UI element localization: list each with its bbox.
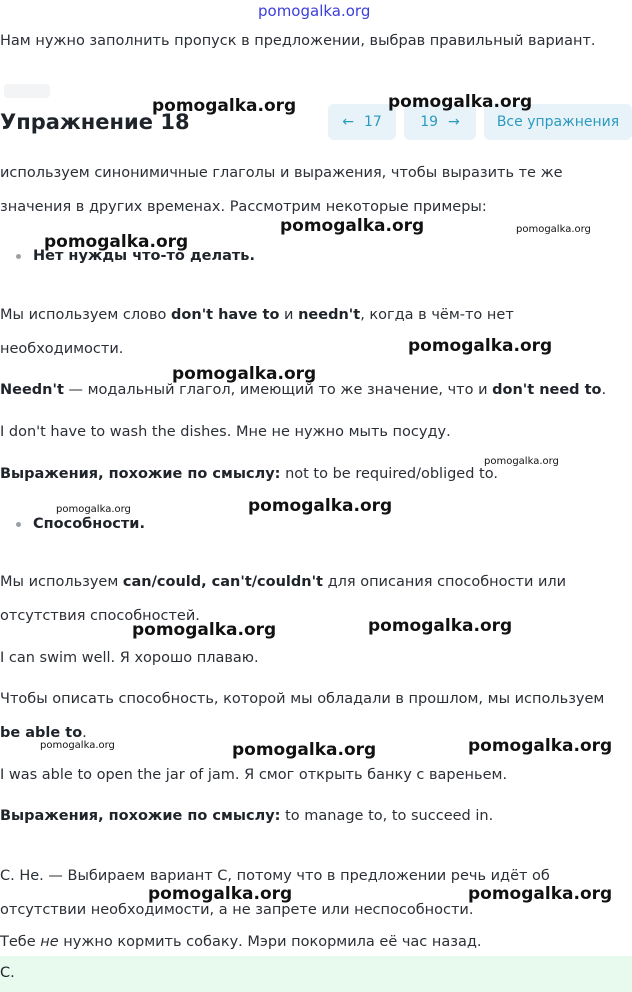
- arrow-right-icon: →: [448, 114, 460, 130]
- next-exercise-label: 19: [420, 114, 439, 130]
- watermark: pomogalka.org: [40, 740, 115, 751]
- all-exercises-label: Все упражнения: [496, 114, 620, 130]
- prev-exercise-button[interactable]: [328, 104, 396, 140]
- answer-text: C.: [0, 965, 15, 981]
- bullet-label: Способности.: [33, 516, 145, 532]
- watermark: pomogalka.org: [44, 232, 189, 252]
- text-line-11: Чтобы описать способность, которой мы обладали в прошлом, мы используем: [0, 691, 605, 707]
- watermark: pomogalka.org: [388, 92, 533, 112]
- text-line-8: Мы используем can/could, can't/couldn't для описания способности или: [0, 574, 567, 590]
- text-line-12: be able to.: [0, 725, 87, 741]
- watermark: pomogalka.org: [232, 740, 377, 760]
- top-watermark: pomogalka.org: [258, 2, 371, 20]
- watermark: pomogalka.org: [56, 504, 131, 515]
- text-line-6: I don't have to wash the dishes. Мне не нужно мыть посуду.: [0, 424, 451, 440]
- bullet-icon: [16, 254, 21, 259]
- exercise-title: Упражнение 18: [0, 110, 190, 134]
- answer-box: [0, 956, 632, 992]
- text-line-13: I was able to open the jar of jam. Я смог открыть банку с вареньем.: [0, 767, 508, 783]
- watermark: pomogalka.org: [172, 364, 317, 384]
- text-line-16: отсутствии необходимости, а не запрете или неспособности.: [0, 902, 474, 918]
- text-line-4: необходимости.: [0, 341, 124, 357]
- faint-placeholder: [4, 84, 50, 98]
- watermark: pomogalka.org: [516, 224, 591, 235]
- watermark: pomogalka.org: [248, 496, 393, 516]
- watermark: pomogalka.org: [368, 616, 513, 636]
- watermark: pomogalka.org: [148, 884, 293, 904]
- watermark: pomogalka.org: [468, 736, 613, 756]
- text-line-9: отсутствия способностей.: [0, 608, 200, 624]
- text-line-5: Needn't — модальный глагол, имеющий то же значение, что и don't need to.: [0, 382, 607, 398]
- bullet-item-abilities: [16, 516, 145, 532]
- text-line-14: Выражения, похожие по смыслу: to manage to, to succeed in.: [0, 808, 494, 824]
- watermark: pomogalka.org: [132, 620, 277, 640]
- text-line-10: I can swim well. Я хорошо плаваю.: [0, 650, 259, 666]
- intro-text: Нам нужно заполнить пропуск в предложении, выбрав правильный вариант.: [0, 33, 596, 49]
- text-line-3: Мы используем слово don't have to и needn't, когда в чём-то нет: [0, 307, 514, 323]
- arrow-left-icon: ←: [342, 114, 354, 130]
- watermark: pomogalka.org: [152, 96, 297, 116]
- text-line-2: значения в других временах. Рассмотрим некоторые примеры:: [0, 199, 487, 215]
- prev-exercise-label: 17: [363, 114, 382, 130]
- text-line-17: Тебе не нужно кормить собаку. Мэри покормила её час назад.: [0, 934, 482, 950]
- bullet-icon: [16, 522, 21, 527]
- watermark: pomogalka.org: [280, 216, 425, 236]
- watermark: pomogalka.org: [408, 336, 553, 356]
- text-line-1: используем синонимичные глаголы и выражения, чтобы выразить те же: [0, 165, 563, 181]
- text-line-15: C. Не. — Выбираем вариант C, потому что в предложении речь идёт об: [0, 868, 550, 884]
- text-line-7: Выражения, похожие по смыслу: not to be required/obliged to.: [0, 466, 498, 482]
- watermark: pomogalka.org: [468, 884, 613, 904]
- bullet-label: Нет нужды что-то делать.: [33, 248, 255, 264]
- watermark: pomogalka.org: [484, 456, 559, 467]
